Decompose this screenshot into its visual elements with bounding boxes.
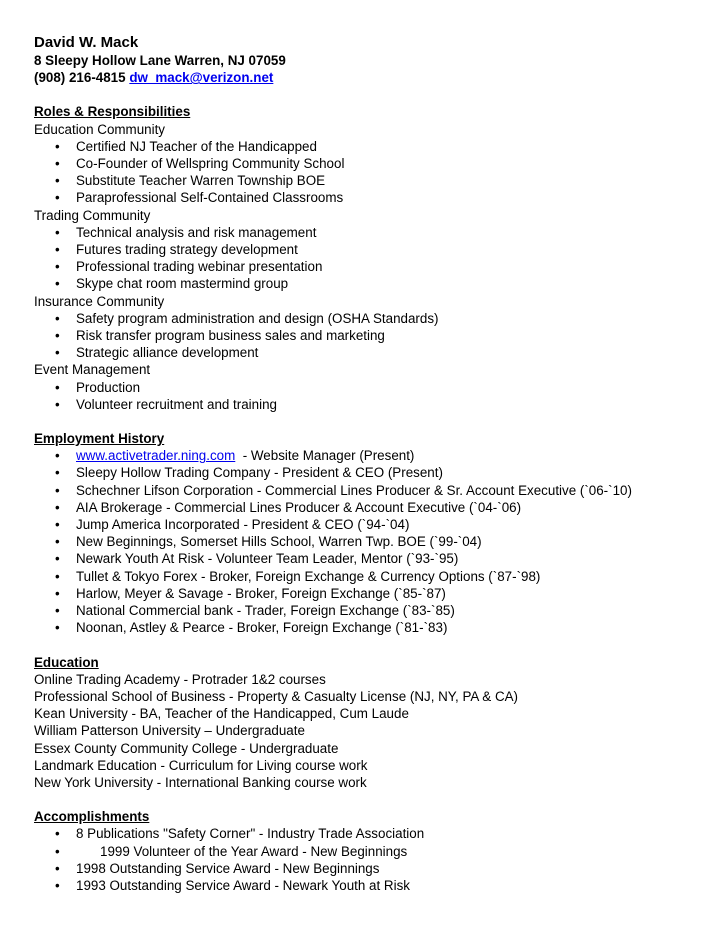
- list-item: • Substitute Teacher Warren Township BOE: [34, 172, 728, 189]
- list-item: • AIA Brokerage - Commercial Lines Producer & Account Executive (`04-`06): [34, 499, 728, 516]
- email-link[interactable]: dw_mack@verizon.net: [129, 70, 274, 86]
- list-item: • Futures trading strategy development: [34, 241, 728, 258]
- list-item: • Risk transfer program business sales and marketing: [34, 327, 728, 344]
- role-group-list: [34, 138, 728, 207]
- contact-line: [34, 69, 728, 86]
- education-item: William Patterson University – Undergraduate: [34, 723, 305, 739]
- list-item: • 1999 Volunteer of the Year Award - New Beginnings: [34, 843, 728, 860]
- list-item: • Certified NJ Teacher of the Handicapped: [34, 138, 728, 155]
- phone-number: (908) 216-4815: [34, 70, 126, 86]
- list-item: • Schechner Lifson Corporation - Commercial Lines Producer & Sr. Account Executive (`06-`10): [34, 482, 728, 499]
- list-item: • Volunteer recruitment and training: [34, 396, 728, 413]
- education-heading: Education: [34, 654, 99, 670]
- list-item: • Production: [34, 379, 728, 396]
- list-item: • Jump America Incorporated - President & CEO (`94-`04): [34, 516, 728, 533]
- list-item: • Newark Youth At Risk - Volunteer Team Leader, Mentor (`93-`95): [34, 550, 728, 567]
- list-item: • Technical analysis and risk management: [34, 224, 728, 241]
- list-item: • New Beginnings, Somerset Hills School, Warren Twp. BOE (`99-`04): [34, 533, 728, 550]
- education-item: New York University - International Banking course work: [34, 774, 367, 790]
- education-list: [34, 671, 728, 791]
- resume-name: David W. Mack: [34, 34, 139, 51]
- list-item: • 1998 Outstanding Service Award - New Beginnings: [34, 860, 728, 877]
- list-item: • Co-Founder of Wellspring Community School: [34, 155, 728, 172]
- roles-heading: Roles & Responsibilities: [34, 104, 191, 120]
- address-line: 8 Sleepy Hollow Lane Warren, NJ 07059: [34, 53, 286, 68]
- role-group-title: Trading Community: [34, 207, 151, 223]
- role-group-list: [34, 224, 728, 293]
- list-item: • Safety program administration and design (OSHA Standards): [34, 310, 728, 327]
- education-item: Essex County Community College - Undergraduate: [34, 740, 339, 756]
- education-item: Professional School of Business - Property & Casualty License (NJ, NY, PA & CA): [34, 688, 519, 704]
- role-group-list: [34, 379, 728, 413]
- list-item: • National Commercial bank - Trader, Foreign Exchange (`83-`85): [34, 602, 728, 619]
- employment-heading: Employment History: [34, 431, 165, 447]
- list-item: • Sleepy Hollow Trading Company - President & CEO (Present): [34, 464, 728, 481]
- employment-list: [34, 447, 728, 636]
- website-link[interactable]: www.activetrader.ning.com: [76, 448, 236, 464]
- list-item: • 1993 Outstanding Service Award - Newark Youth at Risk: [34, 877, 728, 894]
- list-item: • Professional trading webinar presentation: [34, 258, 728, 275]
- roles-section: [34, 121, 728, 413]
- list-item: [34, 447, 728, 464]
- list-item: • Strategic alliance development: [34, 344, 728, 361]
- role-group-list: [34, 310, 728, 362]
- role-group-title: Event Management: [34, 362, 151, 378]
- accomplishments-heading: Accomplishments: [34, 809, 150, 825]
- role-group-title: Insurance Community: [34, 293, 165, 309]
- role-group-title: Education Community: [34, 121, 165, 137]
- list-item: • Skype chat room mastermind group: [34, 275, 728, 292]
- list-item: • Noonan, Astley & Pearce - Broker, Foreign Exchange (`81-`83): [34, 619, 728, 636]
- list-item: • Tullet & Tokyo Forex - Broker, Foreign Exchange & Currency Options (`87-`98): [34, 568, 728, 585]
- list-item: • Harlow, Meyer & Savage - Broker, Foreign Exchange (`85-`87): [34, 585, 728, 602]
- education-item: Kean University - BA, Teacher of the Handicapped, Cum Laude: [34, 706, 409, 722]
- website-role: - Website Manager (Present): [235, 448, 415, 464]
- accomplishments-list: [34, 825, 728, 894]
- education-item: Online Trading Academy - Protrader 1&2 courses: [34, 671, 326, 687]
- list-item: • 8 Publications "Safety Corner" - Industry Trade Association: [34, 825, 728, 842]
- list-item: • Paraprofessional Self-Contained Classrooms: [34, 189, 728, 206]
- education-item: Landmark Education - Curriculum for Living course work: [34, 757, 368, 773]
